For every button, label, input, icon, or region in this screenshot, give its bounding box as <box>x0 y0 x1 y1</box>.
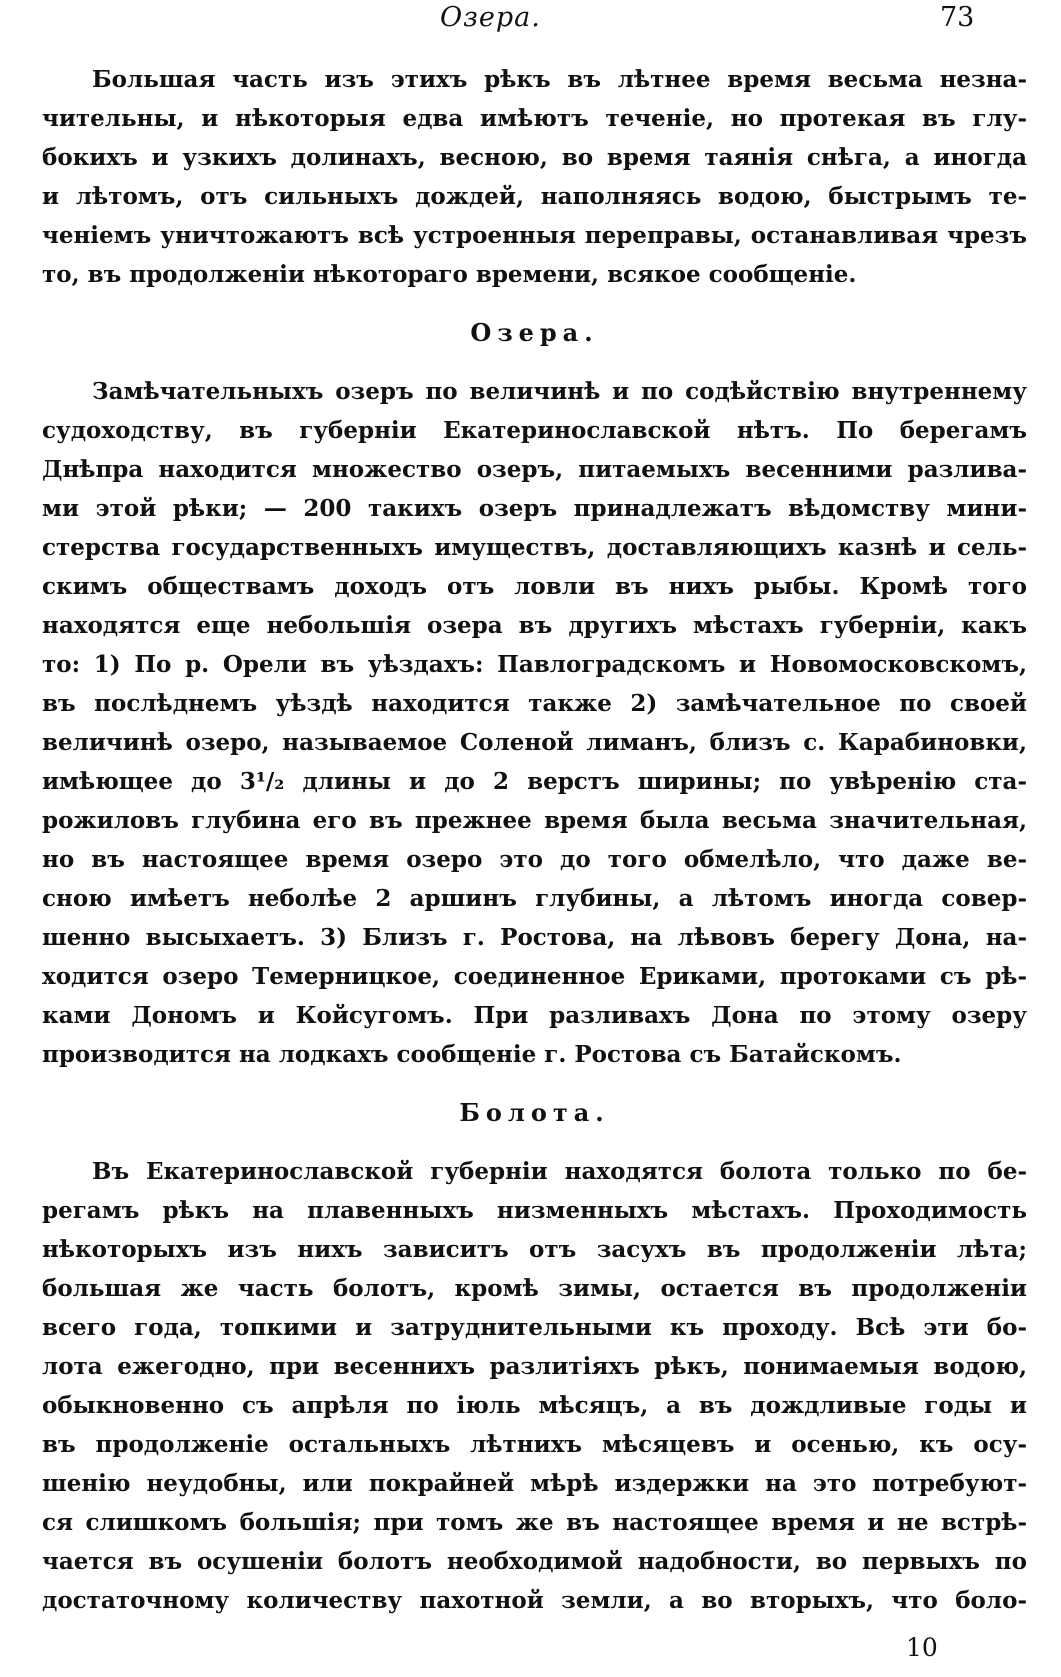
text-line: Въ Екатеринославской губерніи находятся болота только по бе- <box>92 1158 1027 1185</box>
text-line: то: 1) По р. Орели въ уѣздахъ: Павлоградскомъ и Новомосковскомъ, <box>42 651 1027 678</box>
text-line: бокихъ и узкихъ долинахъ, весною, во время таянія снѣга, а иногда <box>42 144 1027 171</box>
text-line: достаточному количеству пахотной земли, а во вторыхъ, что боло- <box>42 1587 1027 1614</box>
paragraph-rivers <box>42 60 1027 294</box>
text-line: шенію неудобны, или покрайней мѣрѣ издержки на это потребуют- <box>42 1470 1027 1497</box>
text-line: въ продолженіе остальныхъ лѣтнихъ мѣсяцевъ и осенью, къ осу- <box>42 1431 1027 1458</box>
text-line: чается въ осушеніи болотъ необходимой надобности, во первыхъ по <box>42 1548 1027 1575</box>
text-line: Днѣпра находится множество озеръ, питаемыхъ весенними разлива- <box>42 456 1027 483</box>
text-line: имѣющее до 3¹/₂ длины и до 2 верстъ ширины; по увѣренію ста- <box>42 768 1027 795</box>
text-line: стерства государственныхъ имуществъ, доставляющихъ казнѣ и сель- <box>42 534 1027 561</box>
text-line: ходится озеро Темерницкое, соединенное Ериками, протоками съ рѣ- <box>42 963 1027 990</box>
printer-signature-mark: 10 <box>906 1633 938 1662</box>
text-line: всего года, топкими и затруднительными къ проходу. Всѣ эти бо- <box>42 1314 1027 1341</box>
text-line: судоходству, въ губерніи Екатеринославской нѣтъ. По берегамъ <box>42 417 1027 444</box>
text-line: шенно высыхаетъ. 3) Близъ г. Ростова, на лѣвовъ берегу Дона, на- <box>42 924 1027 951</box>
paragraph-swamps <box>42 1152 1027 1620</box>
text-line: регамъ рѣкъ на плавенныхъ низменныхъ мѣстахъ. Проходимость <box>42 1197 1027 1224</box>
running-title: Озера. <box>440 2 541 33</box>
text-line: ся слишкомъ большія; при томъ же въ настоящее время и не встрѣ- <box>42 1509 1027 1536</box>
text-line: величинѣ озеро, называемое Соленой лиманъ, близъ с. Карабиновки, <box>42 729 1027 756</box>
text-line: ми этой рѣки; — 200 такихъ озеръ принадлежатъ вѣдомству мини- <box>42 495 1027 522</box>
text-line: обыкновенно съ апрѣля по іюль мѣсяцъ, а въ дождливые годы и <box>42 1392 1027 1419</box>
section-heading-swamps: Болота. <box>459 1098 610 1127</box>
text-line: нѣкоторыхъ изъ нихъ зависитъ отъ засухъ въ продолженіи лѣта; <box>42 1236 1027 1263</box>
text-line: сною имѣетъ неболѣе 2 аршинъ глубины, а лѣтомъ иногда совер- <box>42 885 1027 912</box>
text-line: большая же часть болотъ, кромѣ зимы, остается въ продолженіи <box>42 1275 1027 1302</box>
text-line: лота ежегодно, при весеннихъ разлитіяхъ рѣкъ, понимаемыя водою, <box>42 1353 1027 1380</box>
running-head <box>0 2 1061 42</box>
text-line: чительны, и нѣкоторыя едва имѣютъ теченіе, но протекая въ глу- <box>42 105 1027 132</box>
text-line: Большая часть изъ этихъ рѣкъ въ лѣтнее время весьма незна- <box>92 66 1027 93</box>
text-line: находятся еще небольшія озера въ другихъ мѣстахъ губерніи, какъ <box>42 612 1027 639</box>
text-line: въ послѣднемъ уѣздѣ находится также 2) замѣчательное по своей <box>42 690 1027 717</box>
page-number: 73 <box>940 2 975 33</box>
text-line: ками Дономъ и Койсугомъ. При разливахъ Дона по этому озеру <box>42 1002 1027 1029</box>
section-heading-lakes: Озера. <box>470 318 599 347</box>
text-line: производится на лодкахъ сообщеніе г. Ростова съ Батайскомъ. <box>42 1041 902 1068</box>
text-line: но въ настоящее время озеро это до того обмелѣло, что даже ве- <box>42 846 1027 873</box>
body-text <box>42 60 1027 1620</box>
text-line: Замѣчательныхъ озеръ по величинѣ и по содѣйствію внутреннему <box>92 378 1027 405</box>
text-line: то, въ продолженіи нѣкотораго времени, всякое сообщеніе. <box>42 261 857 288</box>
paragraph-lakes <box>42 372 1027 1074</box>
text-line: и лѣтомъ, отъ сильныхъ дождей, наполняясь водою, быстрымъ те- <box>42 183 1027 210</box>
text-line: ченіемъ уничтожаютъ всѣ устроенныя переправы, останавливая чрезъ <box>42 222 1027 249</box>
text-line: рожиловъ глубина его въ прежнее время была весьма значительная, <box>42 807 1027 834</box>
text-line: скимъ обществамъ доходъ отъ ловли въ нихъ рыбы. Кромѣ того <box>42 573 1027 600</box>
